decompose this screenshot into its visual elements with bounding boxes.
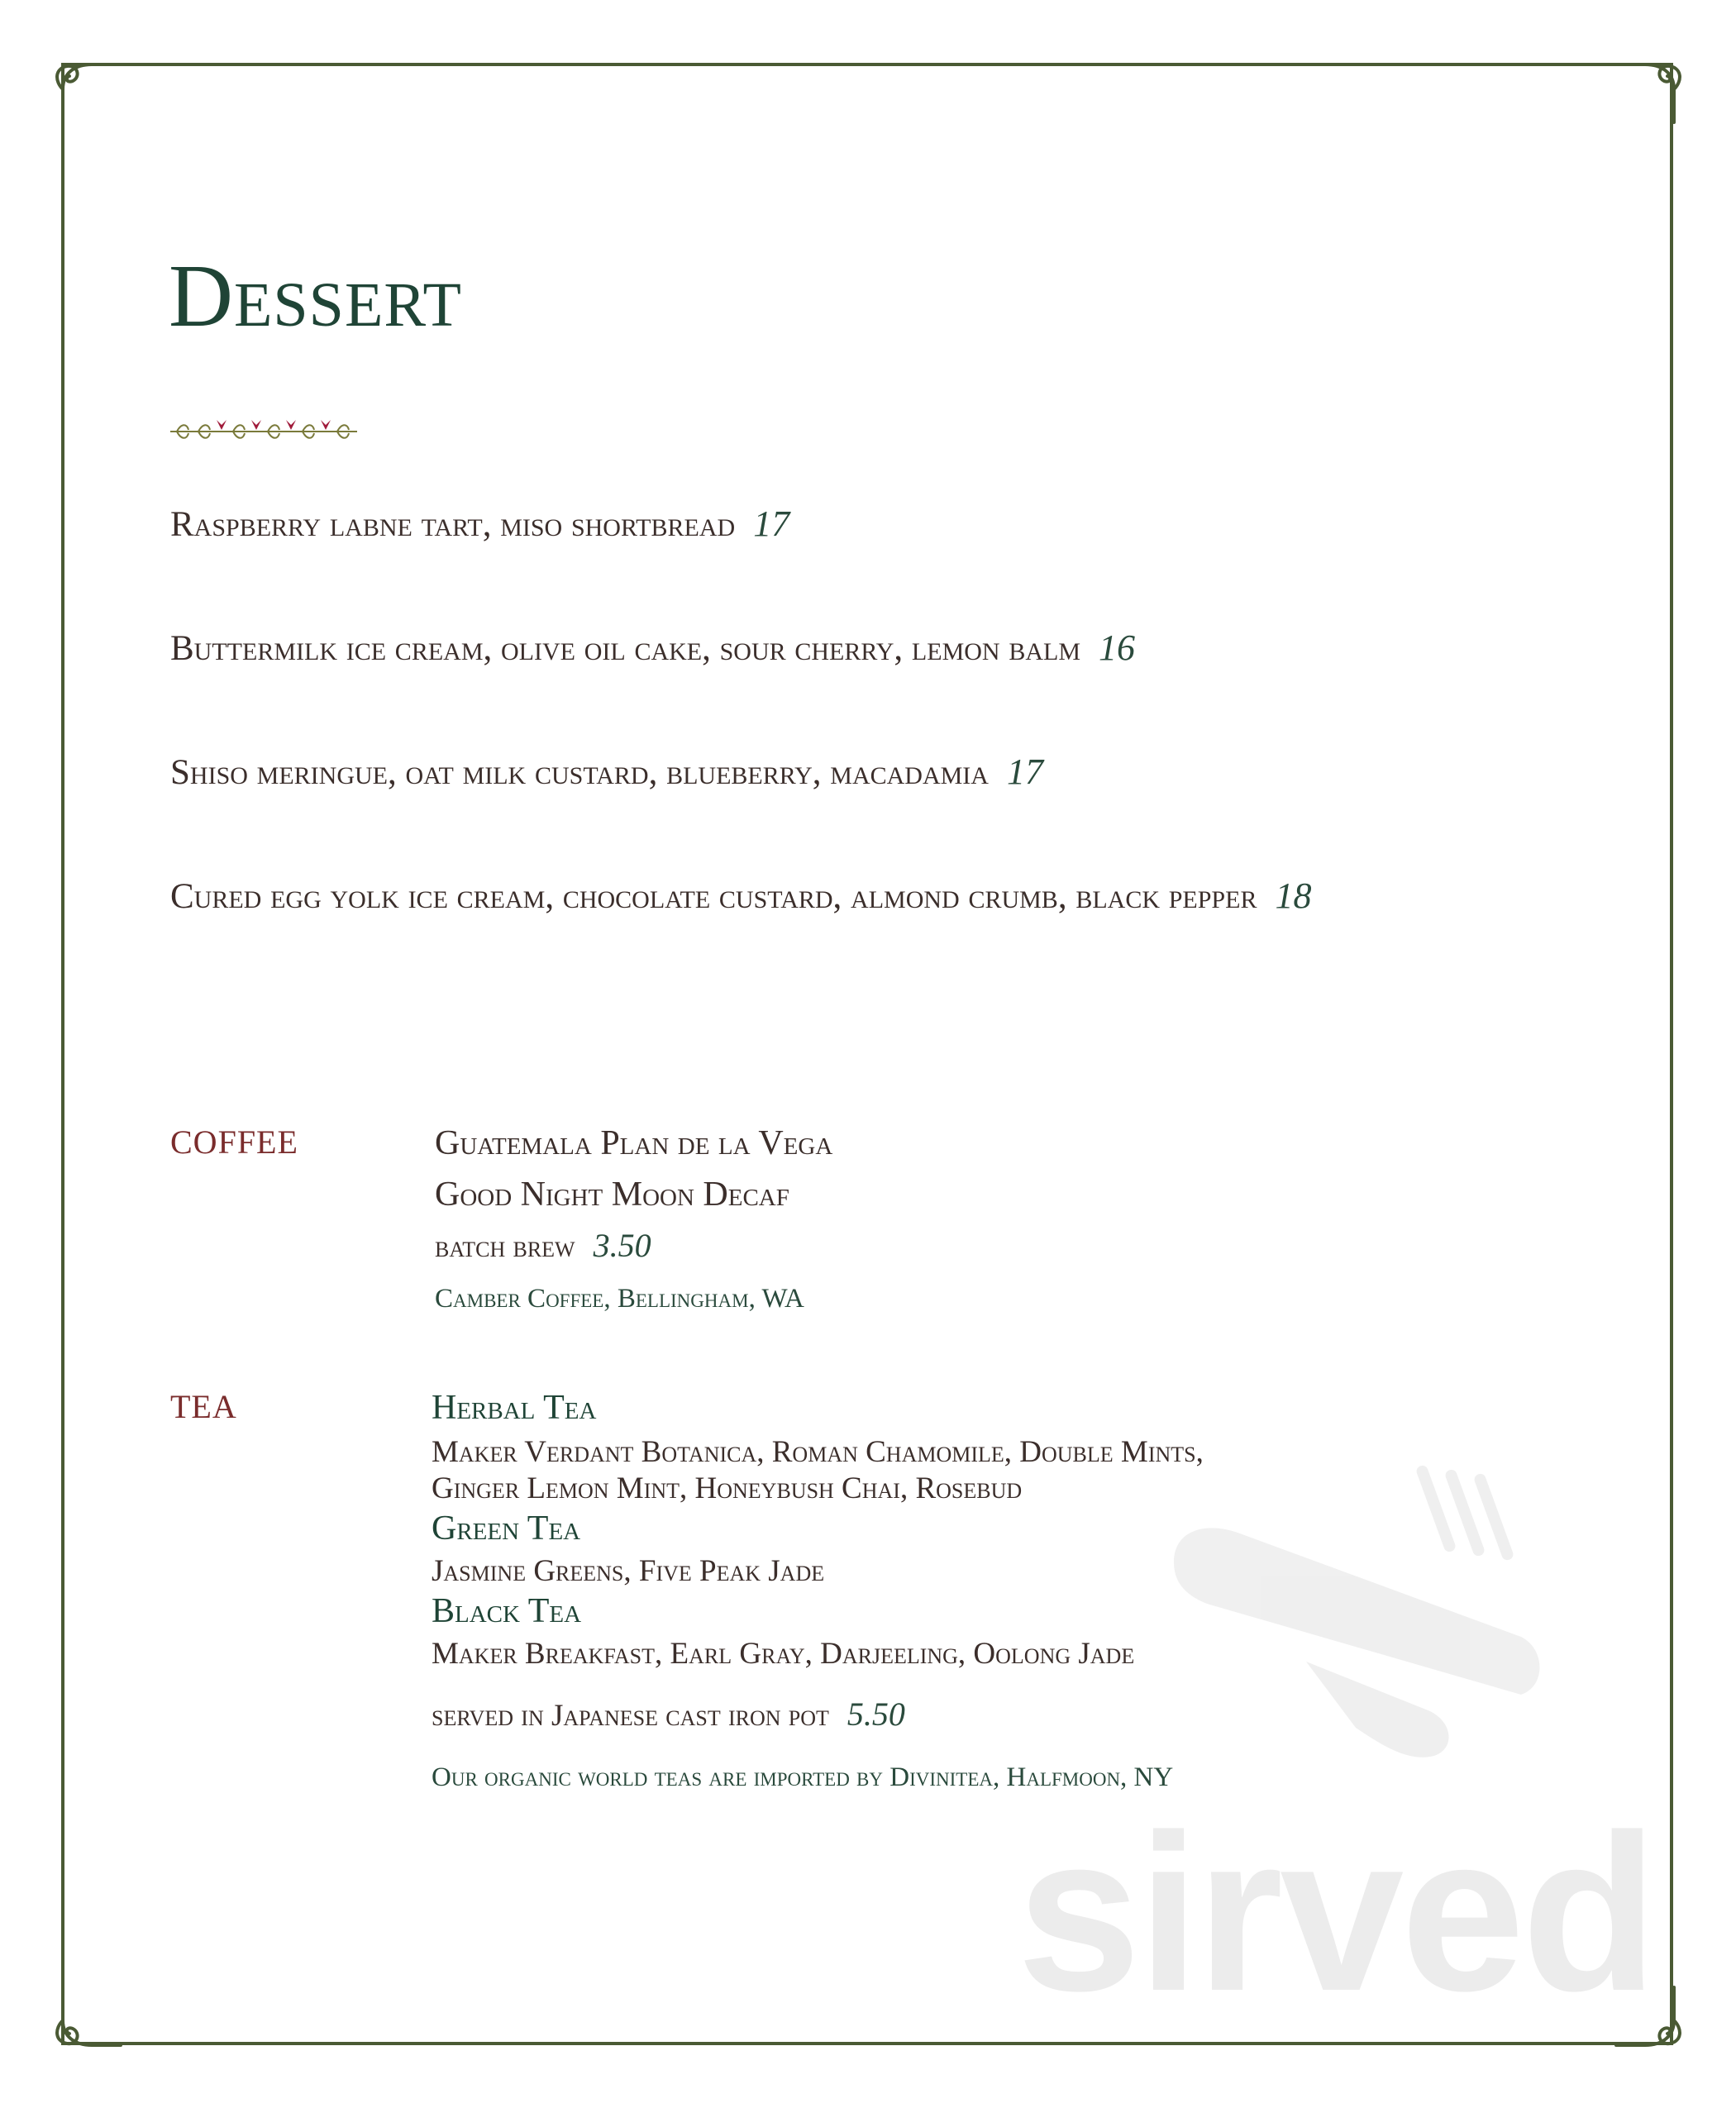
coffee-source: Camber Coffee, Bellingham, WA [435, 1284, 804, 1314]
coffee-item: Guatemala Plan de la Vega [435, 1124, 833, 1162]
corner-flourish-icon [55, 1979, 129, 2053]
herbal-tea-list: Maker Verdant Botanica, Roman Chamomile, Double Mints, [432, 1435, 1204, 1469]
coffee-price: 3.50 [593, 1227, 651, 1264]
dessert-item [170, 875, 1312, 916]
dessert-price: 16 [1099, 627, 1135, 668]
black-tea-heading: Black Tea [432, 1592, 582, 1630]
coffee-section-label: COFFEE [170, 1123, 298, 1161]
tea-price: 5.50 [847, 1695, 905, 1733]
herbal-tea-heading: Herbal Tea [432, 1389, 597, 1427]
dessert-price: 17 [1006, 751, 1043, 792]
coffee-serving [435, 1229, 651, 1262]
fork-knife-watermark-icon [1157, 1438, 1571, 1769]
floral-divider-icon [169, 413, 359, 446]
green-tea-heading: Green Tea [432, 1509, 581, 1548]
watermark-text: sirved [1017, 1789, 1655, 2038]
herbal-tea-list: Ginger Lemon Mint, Honeybush Chai, Rosebud [432, 1471, 1023, 1505]
black-tea-list: Maker Breakfast, Earl Gray, Darjeeling, Oolong Jade [432, 1637, 1135, 1671]
dessert-name: Buttermilk ice cream, olive oil cake, sour cherry, lemon balm [170, 629, 1080, 668]
dessert-price: 17 [753, 503, 790, 544]
coffee-item: Good Night Moon Decaf [435, 1176, 789, 1214]
dessert-name: Shiso meringue, oat milk custard, blueberry, macadamia [170, 753, 989, 792]
dessert-name: Cured egg yolk ice cream, chocolate custard, almond crumb, black pepper [170, 877, 1257, 916]
tea-serving-label: served in Japanese cast iron pot [432, 1699, 829, 1733]
dessert-item [170, 503, 790, 544]
green-tea-list: Jasmine Greens, Five Peak Jade [432, 1554, 825, 1588]
corner-flourish-icon [55, 56, 129, 131]
tea-section-label: TEA [170, 1388, 237, 1425]
dessert-price: 18 [1275, 875, 1312, 916]
dessert-item [170, 627, 1135, 668]
corner-flourish-icon [1608, 56, 1682, 131]
page-title: Dessert [169, 247, 462, 346]
dessert-item [170, 751, 1043, 792]
tea-source: Our organic world teas are imported by Divinitea, Halfmoon, NY [432, 1762, 1174, 1792]
dessert-name: Raspberry labne tart, miso shortbread [170, 505, 736, 544]
coffee-serving-label: batch brew [435, 1230, 575, 1264]
tea-serving [432, 1695, 905, 1733]
